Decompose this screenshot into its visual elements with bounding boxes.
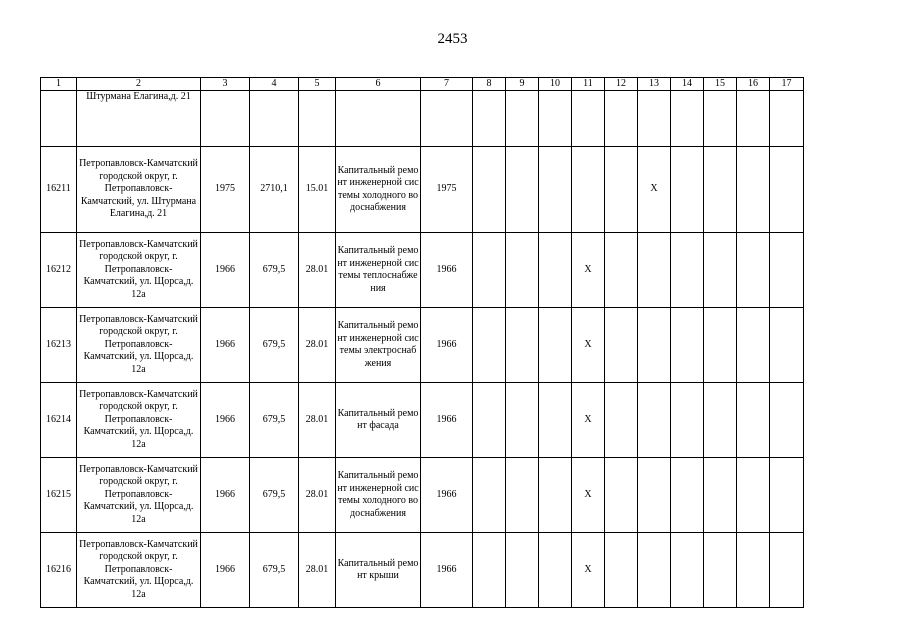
mark-cell <box>572 147 605 233</box>
year-cell: 1966 <box>201 533 250 608</box>
table-row <box>41 308 804 383</box>
mark-cell <box>605 147 638 233</box>
code-cell: 28.01 <box>299 533 336 608</box>
area-cell <box>250 91 299 147</box>
area-cell: 679,5 <box>250 308 299 383</box>
mark-cell <box>506 383 539 458</box>
column-header: 6 <box>336 78 421 91</box>
row-id-cell: 16213 <box>41 308 77 383</box>
area-cell: 2710,1 <box>250 147 299 233</box>
mark-cell: X <box>572 233 605 308</box>
table-row <box>41 147 804 233</box>
column-header: 7 <box>421 78 473 91</box>
code-cell: 15.01 <box>299 147 336 233</box>
mark-cell: X <box>572 308 605 383</box>
area-cell: 679,5 <box>250 233 299 308</box>
column-header: 9 <box>506 78 539 91</box>
row-id-cell: 16212 <box>41 233 77 308</box>
address-cell: Петропавловск-Камчатский городской округ, г. Петропавловск-Камчатский, ул. Щорса,д. 12а <box>77 458 201 533</box>
work-type-cell: Капитальный ремонт фасада <box>336 383 421 458</box>
row-id-cell: 16214 <box>41 383 77 458</box>
mark-cell <box>506 308 539 383</box>
mark-cell <box>638 458 671 533</box>
year-cell: 1966 <box>201 308 250 383</box>
mark-cell <box>704 383 737 458</box>
column-header: 1 <box>41 78 77 91</box>
row-id-cell: 16211 <box>41 147 77 233</box>
mark-cell <box>473 233 506 308</box>
code-cell: 28.01 <box>299 233 336 308</box>
mark-cell <box>539 91 572 147</box>
column-header: 2 <box>77 78 201 91</box>
year-commission-cell: 1966 <box>421 458 473 533</box>
year-cell: 1975 <box>201 147 250 233</box>
mark-cell <box>704 147 737 233</box>
mark-cell <box>572 91 605 147</box>
row-id-cell: 16215 <box>41 458 77 533</box>
mark-cell <box>671 233 704 308</box>
column-header: 11 <box>572 78 605 91</box>
mark-cell <box>704 308 737 383</box>
mark-cell <box>539 533 572 608</box>
mark-cell <box>638 383 671 458</box>
mark-cell: X <box>572 458 605 533</box>
work-type-cell: Капитальный ремонт инженерной системы электроснабжения <box>336 308 421 383</box>
table-row <box>41 533 804 608</box>
mark-cell <box>506 533 539 608</box>
header-row <box>41 78 804 91</box>
mark-cell <box>638 91 671 147</box>
mark-cell <box>737 533 770 608</box>
table-row <box>41 383 804 458</box>
mark-cell <box>539 383 572 458</box>
table-row <box>41 91 804 147</box>
column-header: 8 <box>473 78 506 91</box>
mark-cell: X <box>638 147 671 233</box>
mark-cell <box>737 383 770 458</box>
mark-cell <box>506 233 539 308</box>
column-header: 4 <box>250 78 299 91</box>
repair-table <box>40 77 804 608</box>
mark-cell <box>539 233 572 308</box>
address-cell: Петропавловск-Камчатский городской округ, г. Петропавловск-Камчатский, ул. Щорса,д. 12а <box>77 308 201 383</box>
year-cell <box>201 91 250 147</box>
mark-cell <box>671 91 704 147</box>
mark-cell <box>737 458 770 533</box>
mark-cell <box>605 533 638 608</box>
year-cell: 1966 <box>201 383 250 458</box>
code-cell: 28.01 <box>299 458 336 533</box>
mark-cell <box>506 458 539 533</box>
mark-cell <box>605 458 638 533</box>
code-cell <box>299 91 336 147</box>
page-number: 2453 <box>437 31 468 47</box>
area-cell: 679,5 <box>250 533 299 608</box>
mark-cell <box>605 91 638 147</box>
year-commission-cell: 1966 <box>421 308 473 383</box>
work-type-cell: Капитальный ремонт инженерной системы холодного водоснабжения <box>336 458 421 533</box>
mark-cell <box>638 308 671 383</box>
mark-cell <box>704 233 737 308</box>
mark-cell <box>605 383 638 458</box>
year-cell: 1966 <box>201 233 250 308</box>
mark-cell <box>605 308 638 383</box>
column-header: 10 <box>539 78 572 91</box>
column-header: 15 <box>704 78 737 91</box>
work-type-cell: Капитальный ремонт крыши <box>336 533 421 608</box>
mark-cell <box>539 147 572 233</box>
mark-cell <box>638 233 671 308</box>
mark-cell <box>671 383 704 458</box>
column-header: 16 <box>737 78 770 91</box>
address-cell: Петропавловск-Камчатский городской округ, г. Петропавловск-Камчатский, ул. Штурмана Елагина,д. 21 <box>77 147 201 233</box>
column-header: 13 <box>638 78 671 91</box>
mark-cell <box>539 308 572 383</box>
year-commission-cell: 1975 <box>421 147 473 233</box>
mark-cell <box>671 308 704 383</box>
mark-cell <box>704 91 737 147</box>
mark-cell <box>737 147 770 233</box>
year-commission-cell: 1966 <box>421 233 473 308</box>
mark-cell <box>506 147 539 233</box>
mark-cell <box>539 458 572 533</box>
mark-cell <box>770 458 804 533</box>
mark-cell <box>770 308 804 383</box>
year-commission-cell: 1966 <box>421 533 473 608</box>
column-header: 3 <box>201 78 250 91</box>
mark-cell <box>473 458 506 533</box>
row-id-cell <box>41 91 77 147</box>
mark-cell <box>737 233 770 308</box>
table-row <box>41 233 804 308</box>
mark-cell <box>473 308 506 383</box>
mark-cell <box>473 91 506 147</box>
work-type-cell <box>336 91 421 147</box>
column-header: 17 <box>770 78 804 91</box>
work-type-cell: Капитальный ремонт инженерной системы холодного водоснабжения <box>336 147 421 233</box>
address-cell: Штурмана Елагина,д. 21 <box>77 91 201 147</box>
year-cell: 1966 <box>201 458 250 533</box>
mark-cell <box>473 533 506 608</box>
mark-cell: X <box>572 533 605 608</box>
mark-cell <box>770 147 804 233</box>
mark-cell <box>737 91 770 147</box>
mark-cell: X <box>572 383 605 458</box>
address-cell: Петропавловск-Камчатский городской округ, г. Петропавловск-Камчатский, ул. Щорса,д. 12а <box>77 533 201 608</box>
mark-cell <box>737 308 770 383</box>
mark-cell <box>671 533 704 608</box>
mark-cell <box>638 533 671 608</box>
year-commission-cell: 1966 <box>421 383 473 458</box>
area-cell: 679,5 <box>250 458 299 533</box>
mark-cell <box>704 533 737 608</box>
work-type-cell: Капитальный ремонт инженерной системы теплоснабжения <box>336 233 421 308</box>
mark-cell <box>671 458 704 533</box>
mark-cell <box>770 533 804 608</box>
code-cell: 28.01 <box>299 383 336 458</box>
mark-cell <box>704 458 737 533</box>
column-header: 14 <box>671 78 704 91</box>
mark-cell <box>770 383 804 458</box>
mark-cell <box>671 147 704 233</box>
address-cell: Петропавловск-Камчатский городской округ, г. Петропавловск-Камчатский, ул. Щорса,д. 12а <box>77 233 201 308</box>
mark-cell <box>473 383 506 458</box>
code-cell: 28.01 <box>299 308 336 383</box>
mark-cell <box>770 233 804 308</box>
mark-cell <box>770 91 804 147</box>
area-cell: 679,5 <box>250 383 299 458</box>
row-id-cell: 16216 <box>41 533 77 608</box>
mark-cell <box>605 233 638 308</box>
mark-cell <box>473 147 506 233</box>
year-commission-cell <box>421 91 473 147</box>
table-row <box>41 458 804 533</box>
address-cell: Петропавловск-Камчатский городской округ, г. Петропавловск-Камчатский, ул. Щорса,д. 12а <box>77 383 201 458</box>
mark-cell <box>506 91 539 147</box>
column-header: 5 <box>299 78 336 91</box>
column-header: 12 <box>605 78 638 91</box>
